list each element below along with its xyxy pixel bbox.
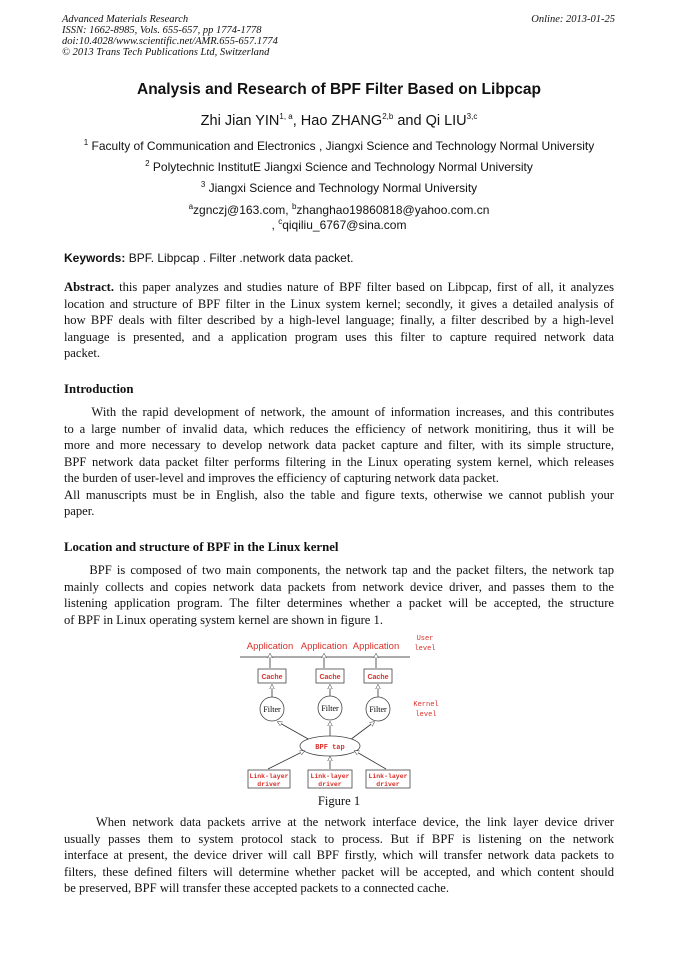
final-line: usually passes them to system protocol stack to process. But if BPF is listening on the network [64, 831, 614, 846]
affiliation-2-text: Polytechnic InstitutE Jiangxi Science and Technology Normal University [152, 160, 533, 174]
intro-line: With the rapid development of network, the amount of information increases, and this contributes [64, 405, 614, 419]
intro-extra-line: All manuscripts must be in English, also the table and figure texts, otherwise we cannot publish your [64, 487, 614, 502]
driver-2-line1: Link-layer [310, 773, 350, 780]
email-c-prefix: , [271, 218, 279, 232]
user-level-label-1: User [416, 635, 434, 643]
author-separator-1: , [292, 113, 301, 129]
copyright: © 2013 Trans Tech Publications Ltd, Switzerland [62, 47, 270, 58]
abstract-line: packet. [64, 346, 101, 360]
application-label-2: Application [300, 641, 348, 652]
loc-line: of BPF in Linux operating system kernel are shown in figure 1. [64, 612, 383, 627]
kernel-level-label-1: Kernel [413, 701, 439, 709]
cache-label-3: Cache [367, 674, 389, 681]
bpf-tap-label: BPF tap [315, 744, 345, 752]
abstract-label: Abstract. [64, 280, 115, 294]
loc-line: mainly collects and copies network data packets from network device driver, and passes them to the [64, 579, 614, 594]
application-label-3: Application [352, 641, 400, 652]
affiliation-2-sup: 2 [145, 159, 150, 168]
email-c[interactable]: qiqiliu_6767@sina.com [282, 218, 407, 232]
bpf-structure-diagram [240, 632, 440, 792]
issn: ISSN: 1662-8985, Vols. 655-657, pp 1774-1778 [62, 25, 262, 36]
affiliation-3 [0, 181, 678, 195]
loc-line: listening application program. The filter determines whether a packet will be accepted, the structure [64, 596, 614, 610]
abstract-line: how BPF deals with filter described by a high-level language; finally, a filter described by a high-level [64, 313, 614, 327]
keywords [64, 251, 353, 265]
author-2: Hao ZHANG [300, 113, 383, 129]
email-a-sup: a [188, 202, 194, 211]
abstract-line-text: this paper analyzes and studies nature of BPF filter based on Libpcap, first of all, it analyzes [114, 280, 614, 294]
online-date: Online: 2013-01-25 [531, 14, 615, 25]
cache-label-1: Cache [261, 674, 283, 681]
email-b-sup: b [291, 202, 297, 211]
introduction-body [64, 404, 614, 520]
final-line: filters, these defined filters will determine whether packet will be accepted, and which content should [64, 864, 614, 879]
abstract [64, 279, 614, 362]
journal-header [62, 14, 278, 58]
intro-line: to a large number of invalid data, which reduces the efficiency of network monitiring, thus it will be [64, 421, 614, 436]
doi: doi:10.4028/www.scientific.net/AMR.655-657.1774 [62, 36, 278, 47]
author-3: Qi LIU [425, 113, 467, 129]
intro-line: more and more necessary to develop network data packet capture and filter, with its simple structure, [64, 438, 614, 452]
loc-line: BPF is composed of two main components, the network tap and the packet filters, the network tap [64, 563, 614, 577]
final-line: When network data packets arrive at the network interface device, the link layer device driver [64, 815, 614, 829]
location-body [64, 562, 614, 628]
kernel-level-label-2: level [415, 711, 437, 719]
affiliation-3-sup: 3 [200, 180, 206, 189]
author-1-sup: 1, a [279, 112, 293, 122]
author-2-sup: 2,b [382, 112, 394, 122]
author-3-sup: 3,c [466, 112, 478, 122]
filter-label-2: Filter [321, 704, 339, 713]
figure-caption: Figure 1 [317, 794, 361, 808]
intro-line: the burden of user-level and improves the efficiency of capturing network data packet. [64, 471, 499, 485]
user-level-label-2: level [414, 645, 436, 653]
application-label-1: Application [246, 641, 294, 652]
author-separator-2: and [393, 113, 426, 129]
affiliation-1 [0, 139, 678, 153]
email-a[interactable]: zgnczj@163.com, [193, 203, 289, 217]
affiliation-1-sup: 1 [83, 138, 89, 147]
abstract-line: language is presented, and a application program uses this filter to capture required network data [64, 329, 614, 344]
paper-title: Analysis and Research of BPF Filter Based on Libpcap [137, 81, 541, 98]
introduction-heading: Introduction [64, 382, 134, 396]
cache-label-2: Cache [319, 674, 341, 681]
final-line: be preserved, BPF will transfer these accepted packets to a connected cache. [64, 881, 449, 895]
email-line-2 [0, 218, 678, 232]
driver-3-line2: driver [376, 781, 400, 788]
driver-1-line1: Link-layer [249, 773, 289, 780]
intro-line: BPF network data packet filter performs filtering in the Linux operating system kernel, which releases [64, 454, 614, 469]
abstract-line [64, 279, 614, 296]
final-line: interface at present, the device driver will call BPF firstly, which will transfer network data packets to [64, 848, 614, 862]
keywords-text: BPF. Libpcap . Filter .network data packet. [128, 251, 354, 265]
filter-label-3: Filter [369, 705, 387, 714]
driver-2-line2: driver [318, 781, 342, 788]
author-list [0, 113, 678, 129]
driver-1-line2: driver [257, 781, 281, 788]
affiliation-3-text: Jiangxi Science and Technology Normal University [208, 181, 478, 195]
author-1: Zhi Jian YIN [200, 113, 280, 129]
filter-label-1: Filter [263, 705, 281, 714]
affiliation-1-text: Faculty of Communication and Electronics , Jiangxi Science and Technology Normal University [91, 139, 595, 153]
abstract-line: location and structure of BPF filter in the Linux system kernel; secondly, it gives a detailed analysis of [64, 296, 614, 311]
email-c-sup: c [278, 217, 283, 226]
intro-extra-line: paper. [64, 504, 95, 518]
keywords-label: Keywords: [64, 251, 126, 265]
journal-name: Advanced Materials Research [62, 14, 189, 25]
email-line-1 [0, 203, 678, 217]
email-b[interactable]: zhanghao19860818@yahoo.com.cn [296, 203, 490, 217]
affiliation-2 [0, 160, 678, 174]
driver-3-line1: Link-layer [368, 773, 408, 780]
location-heading: Location and structure of BPF in the Linux kernel [64, 540, 339, 554]
final-paragraph [64, 814, 614, 897]
